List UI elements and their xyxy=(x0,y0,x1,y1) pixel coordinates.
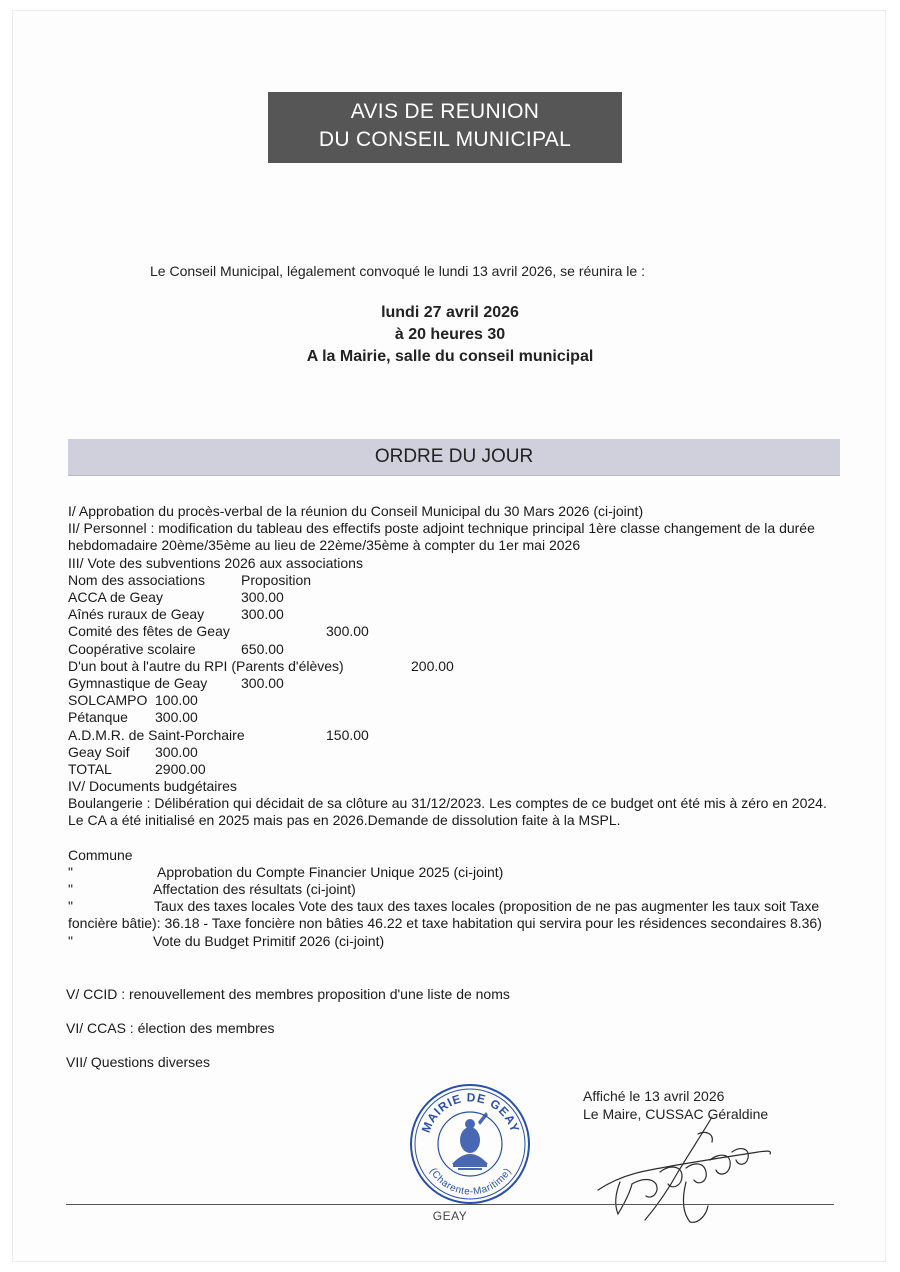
meeting-date: lundi 27 avril 2026 xyxy=(381,304,519,321)
association-name: Comité des fêtes de Geay xyxy=(68,623,230,640)
notice-title-line-2: DU CONSEIL MUNICIPAL xyxy=(318,128,572,151)
association-name: D'un bout à l'autre du RPI (Parents d'élèves) xyxy=(68,657,344,674)
commune-item xyxy=(68,933,843,950)
posted-date: Affiché le 13 avril 2026 xyxy=(583,1088,725,1104)
agenda-item-1: I/ Approbation du procès-verbal de la réunion du Conseil Municipal du 30 Mars 2026 (ci-joint) xyxy=(68,503,644,519)
boulangerie-note: Boulangerie : Délibération qui décidait de sa clôture au 31/12/2023. Les comptes de ce budget ont été mis à zéro en 2024. Le CA a été initialisé en 2025 mais pas en 2026.Demande de dissolution faite à la MSPL. xyxy=(68,795,827,829)
association-row xyxy=(68,727,843,744)
notice-title-line-1: AVIS DE REUNION xyxy=(350,100,540,123)
ditto-mark: " xyxy=(68,932,73,949)
association-value: 300.00 xyxy=(241,589,284,605)
convocation-intro: Le Conseil Municipal, légalement convoqué le lundi 13 avril 2026, se réunira le : xyxy=(150,263,645,279)
association-value: 150.00 xyxy=(326,726,369,743)
footer-rule xyxy=(66,1204,834,1205)
agenda-heading: ORDRE DU JOUR xyxy=(68,439,840,475)
agenda-item-5: V/ CCID : renouvellement des membres proposition d'une liste de noms xyxy=(66,986,510,1002)
association-row xyxy=(68,623,843,640)
association-total-row xyxy=(68,761,843,778)
commune-item-text: Affectation des résultats (ci-joint) xyxy=(153,881,356,898)
association-row xyxy=(68,606,843,623)
association-total-label: TOTAL xyxy=(68,760,112,777)
notice-title-box xyxy=(268,92,622,163)
association-name: SOLCAMPO xyxy=(68,692,148,709)
meeting-place: A la Mairie, salle du conseil municipal xyxy=(306,348,594,365)
association-name: Gymnastique de Geay xyxy=(68,674,208,691)
meeting-details xyxy=(150,302,750,368)
association-value: 650.00 xyxy=(241,640,284,657)
association-name: A.D.M.R. de Saint-Porchaire xyxy=(68,726,245,743)
agenda-item-4: IV/ Documents budgétaires xyxy=(68,778,237,795)
footer-town-name: GEAY xyxy=(432,1209,468,1223)
association-value: 300.00 xyxy=(155,709,198,726)
ditto-mark: " xyxy=(68,881,73,898)
stamp-top-text: MAIRIE DE GEAY xyxy=(418,1090,523,1135)
association-name: ACCA de Geay xyxy=(68,589,163,605)
meeting-time: à 20 heures 30 xyxy=(394,326,506,343)
agenda-body xyxy=(68,503,843,950)
svg-text:(Charente-Maritime) xyxy=(427,1166,514,1197)
town-hall-stamp xyxy=(408,1082,533,1207)
association-value: 300.00 xyxy=(155,743,198,760)
association-row xyxy=(68,744,843,761)
association-total-value: 2900.00 xyxy=(155,760,206,777)
ditto-mark: " xyxy=(68,863,73,880)
associations-header-value: Proposition xyxy=(241,571,312,588)
association-name: Pétanque xyxy=(68,709,128,726)
commune-item-text: Approbation du Compte Financier Unique 2025 (ci-joint) xyxy=(157,863,504,880)
association-value: 200.00 xyxy=(411,657,454,674)
commune-item xyxy=(68,898,843,932)
commune-item-text: Taux des taxes locales Vote des taux des taxes locales (proposition de ne pas augmenter les taux soit Taxe foncière bâtie): 36.18 - Taxe foncière non bâties 46.22 et taxe habitation qui servira pour les résidences secondaires 8.36) xyxy=(68,898,822,932)
association-row xyxy=(68,709,843,726)
commune-item xyxy=(68,864,843,881)
association-row xyxy=(68,641,843,658)
commune-label: Commune xyxy=(68,846,133,863)
association-row xyxy=(68,675,843,692)
association-name: Geay Soif xyxy=(68,743,130,760)
mayor-name: Le Maire, CUSSAC Géraldine xyxy=(583,1106,769,1122)
association-row xyxy=(68,692,843,709)
association-name: Coopérative scolaire xyxy=(68,640,196,657)
association-row xyxy=(68,589,843,606)
ditto-mark: " xyxy=(68,898,73,915)
agenda-item-7: VII/ Questions diverses xyxy=(66,1054,210,1070)
association-value: 300.00 xyxy=(241,606,284,623)
stamp-bottom-text: (Charente-Maritime) xyxy=(427,1166,514,1198)
associations-header-name: Nom des associations xyxy=(68,571,205,588)
association-value: 300.00 xyxy=(241,674,284,691)
association-row xyxy=(68,658,843,675)
commune-item-text: Vote du Budget Primitif 2026 (ci-joint) xyxy=(153,932,385,949)
association-name: Aînés ruraux de Geay xyxy=(68,606,205,623)
agenda-item-6: VI/ CCAS : élection des membres xyxy=(66,1020,275,1036)
agenda-item-3: III/ Vote des subventions 2026 aux associations xyxy=(68,554,363,571)
agenda-item-2: II/ Personnel : modification du tableau des effectifs poste adjoint technique principal 1ère classe changement de la durée hebdomadaire 20ème/35ème au lieu de 22ème/35ème à compter du 1er mai 2026 xyxy=(68,520,815,554)
associations-header xyxy=(68,572,843,589)
commune-item xyxy=(68,881,843,898)
association-value: 100.00 xyxy=(155,692,198,709)
association-value: 300.00 xyxy=(326,623,369,640)
